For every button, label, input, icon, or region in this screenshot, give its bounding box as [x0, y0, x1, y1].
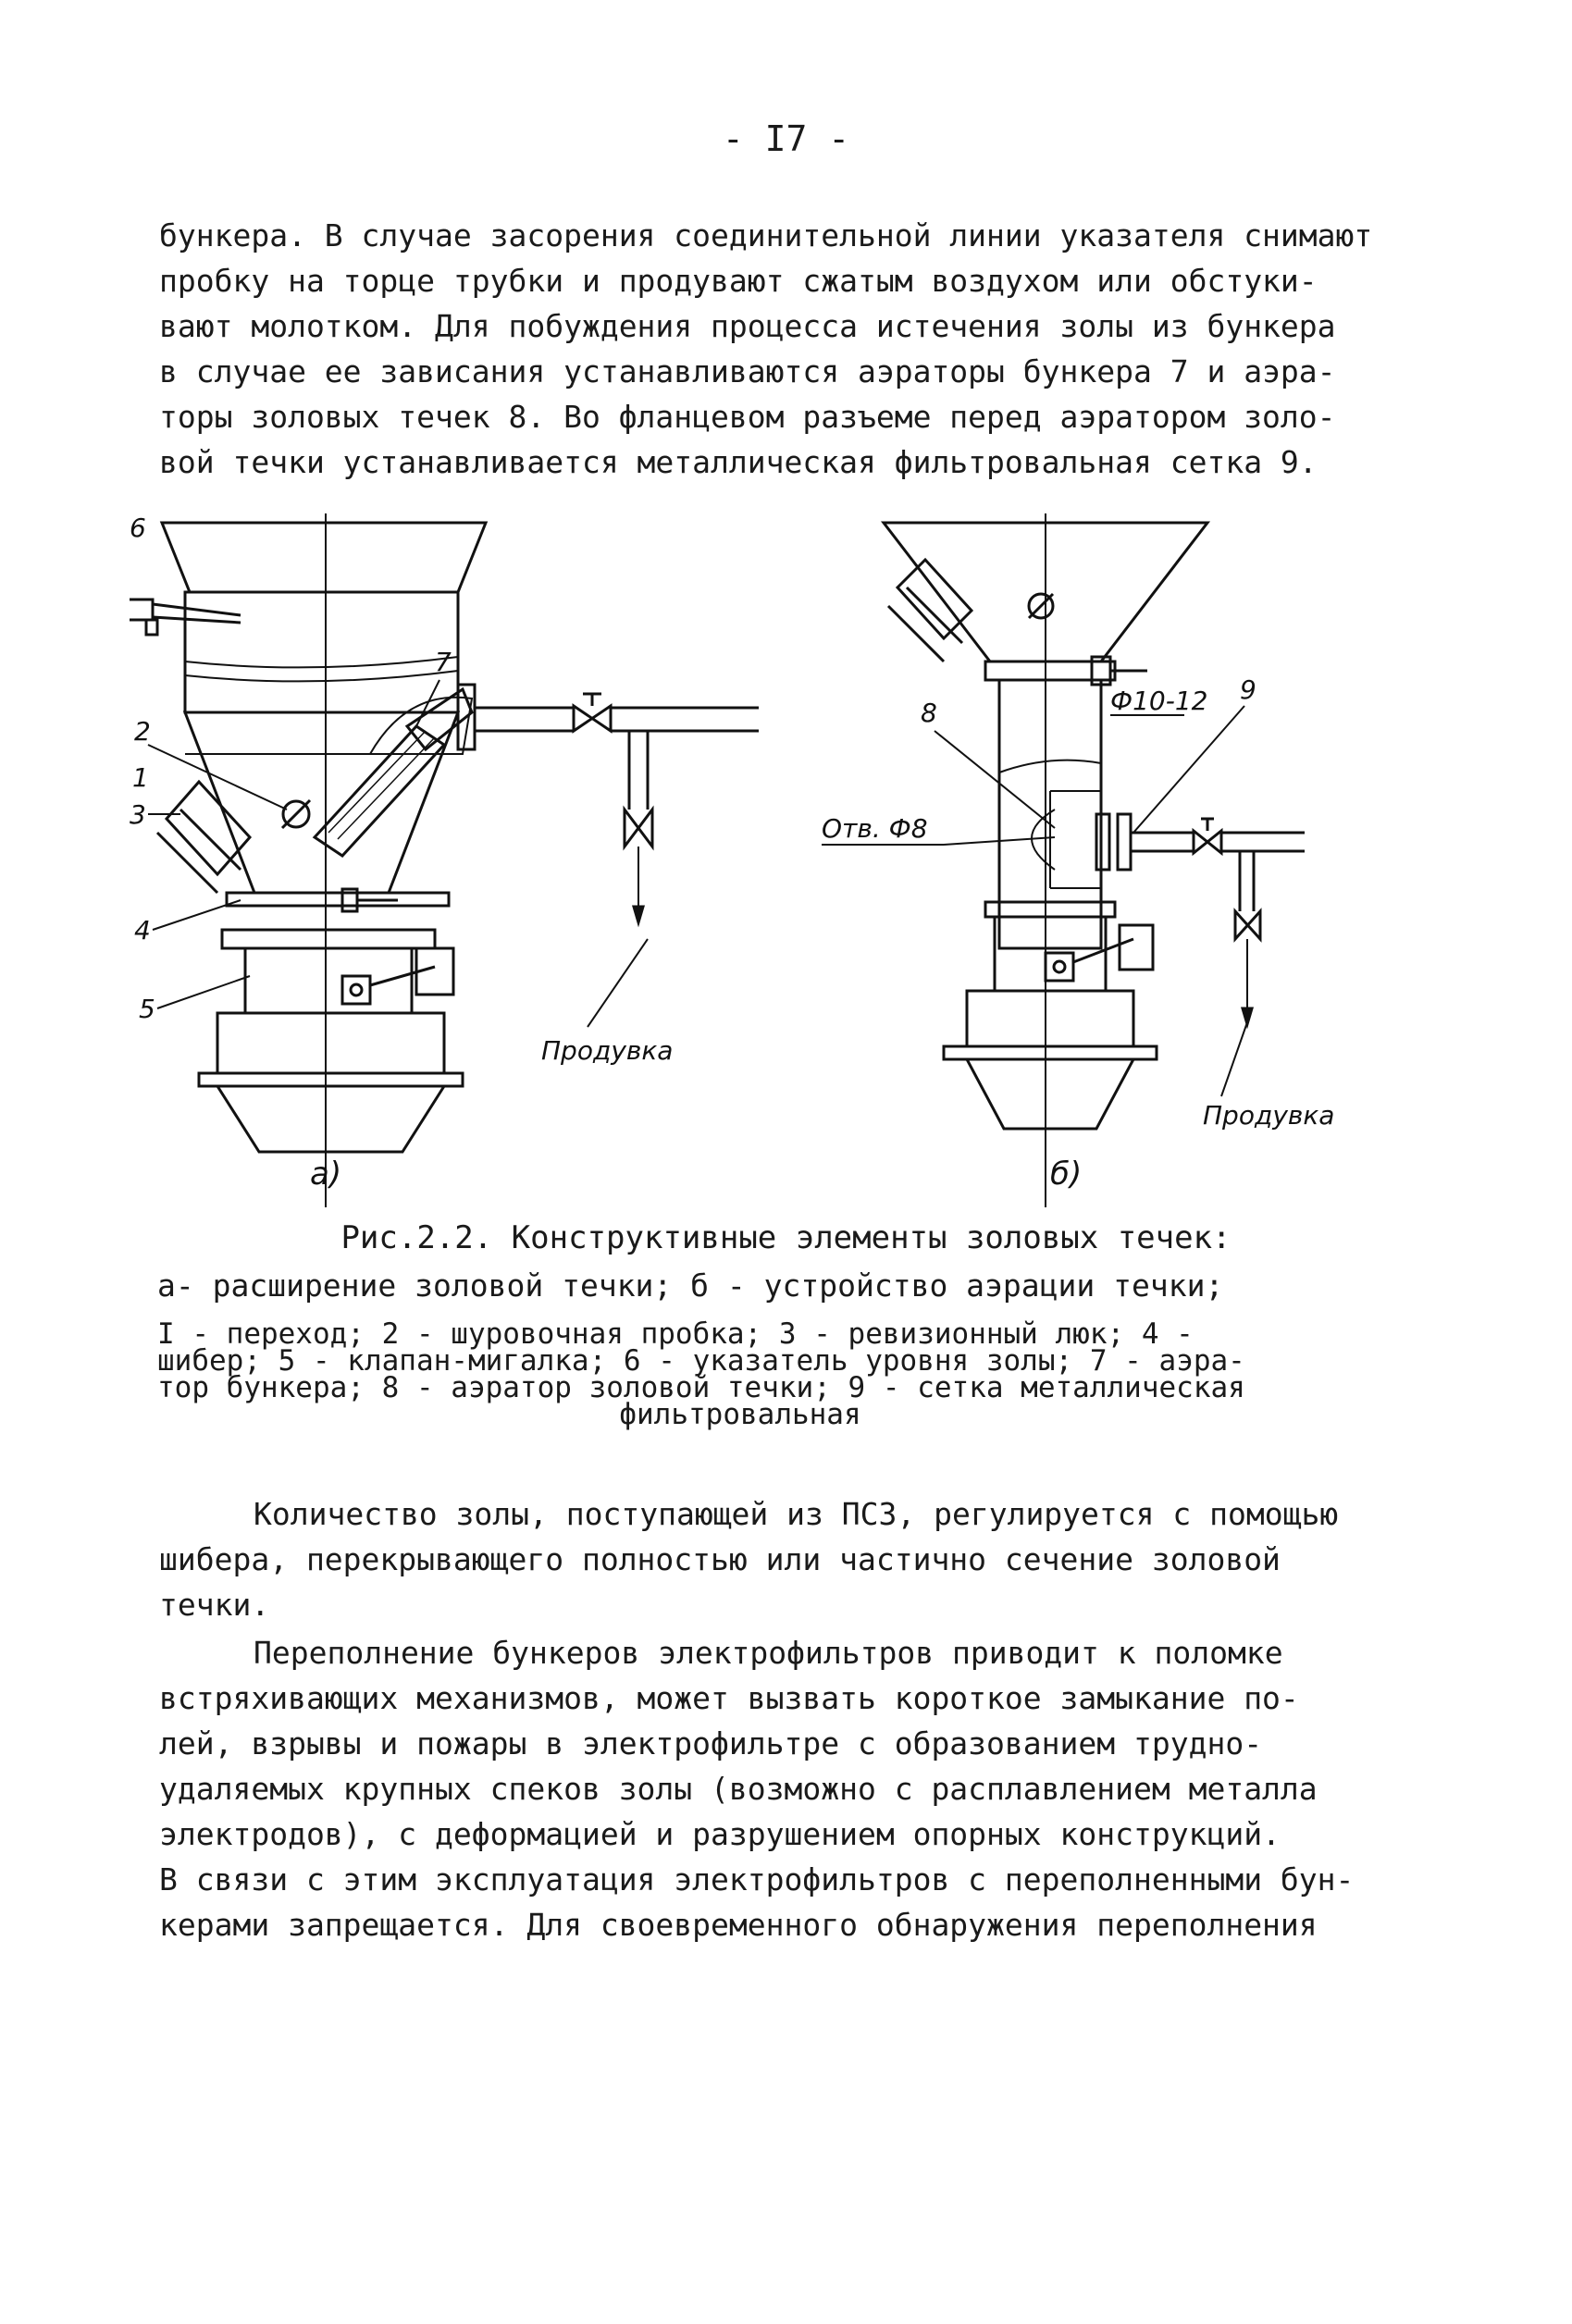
- figure-caption-title: Рис.2.2. Конструктивные элементы золовых течек:: [340, 1219, 1232, 1256]
- hopper-body: [185, 592, 458, 712]
- top-paragraph: [159, 213, 1390, 485]
- text-line: бункера. В случае засорения соединительной линии указателя снимают: [159, 217, 1373, 253]
- text-line: лей, взрывы и пожары в электрофильтре с образованием трудно-: [159, 1725, 1263, 1762]
- text-line: торы золовых течек 8. Во фланцевом разъеме перед аэратором золо-: [159, 399, 1336, 435]
- hopper-top: [162, 523, 486, 592]
- legend-line: I - переход; 2 - шуровочная пробка; 3 - ревизионный люк; 4 -: [157, 1317, 1194, 1351]
- gate-flange: [227, 893, 449, 906]
- label-blow-a: Продувка: [541, 1035, 674, 1066]
- label-blow-b: Продувка: [1203, 1100, 1335, 1131]
- label-8: 8: [921, 698, 937, 728]
- technical-figure: [130, 504, 1369, 1244]
- legend-line: тор бункера; 8 - аэратор золовой течки; 9 - сетка металлическая: [157, 1371, 1245, 1404]
- legend-line: шибер; 5 - клапан-мигалка; 6 - указатель уровня золы; 7 - аэра-: [157, 1344, 1245, 1378]
- label-hole: Отв. Ф8: [822, 813, 928, 844]
- label-3: 3: [130, 799, 146, 830]
- figure-drawing: [130, 504, 1369, 1244]
- label-9: 9: [1240, 674, 1256, 705]
- hopper-aerator: [315, 685, 759, 922]
- label-2: 2: [134, 716, 151, 747]
- text-line: встряхивающих механизмов, может вызвать короткое замыкание по-: [159, 1680, 1299, 1716]
- label-4: 4: [134, 915, 151, 946]
- paragraph-overflow: [159, 1630, 1390, 1947]
- legend-line: фильтровальная: [619, 1398, 861, 1431]
- text-line: керами запрещается. Для своевременного обнаружения переполнения: [159, 1907, 1318, 1943]
- text-line: течки.: [159, 1587, 270, 1623]
- label-6: 6: [130, 513, 146, 543]
- text-line: вают молотком. Для побуждения процесса истечения золы из бункера: [159, 308, 1336, 344]
- chute-aerator: [1096, 814, 1305, 1024]
- funnel-hatch: [888, 560, 972, 661]
- label-1: 1: [132, 762, 149, 793]
- inspection-hatch: [157, 782, 250, 893]
- page-number: - I7 -: [722, 118, 850, 159]
- text-line: в случае ее зависания устанавливаются аэраторы бункера 7 и аэра-: [159, 353, 1336, 389]
- text-line: шибера, перекрывающего полностью или частично сечение золовой: [159, 1541, 1281, 1577]
- text-line: удаляемых крупных спеков золы (возможно с расплавлением металла: [159, 1771, 1318, 1807]
- text-line: пробку на торце трубки и продувают сжатым воздухом или обстуки-: [159, 263, 1318, 299]
- text-line: Переполнение бункеров электрофильтров приводит к поломке: [254, 1635, 1283, 1671]
- text-line: вой течки устанавливается металлическая фильтровальная сетка 9.: [159, 444, 1318, 480]
- label-part-b: б): [1050, 1156, 1083, 1193]
- figure-caption-legend: [157, 1317, 1323, 1431]
- label-dim: Ф10-12: [1110, 686, 1208, 716]
- text-line: электродов), с деформацией и разрушением опорных конструкций.: [159, 1816, 1281, 1852]
- text-line: Количество золы, поступающей из ПСЗ, регулируется с помощью: [254, 1496, 1339, 1532]
- figure-caption-subtitle: а- расширение золовой течки; б - устройство аэрации течки;: [157, 1267, 1224, 1304]
- flap-valve-flange: [222, 930, 435, 948]
- text-line: В связи с этим эксплуатация электрофильтров с переполненными бун-: [159, 1861, 1355, 1898]
- paragraph-ash-quantity: [159, 1491, 1390, 1627]
- label-5: 5: [139, 994, 155, 1024]
- figure-a: [130, 513, 759, 1207]
- label-7: 7: [435, 647, 452, 677]
- level-indicator: [130, 600, 153, 620]
- label-part-a: а): [310, 1156, 342, 1193]
